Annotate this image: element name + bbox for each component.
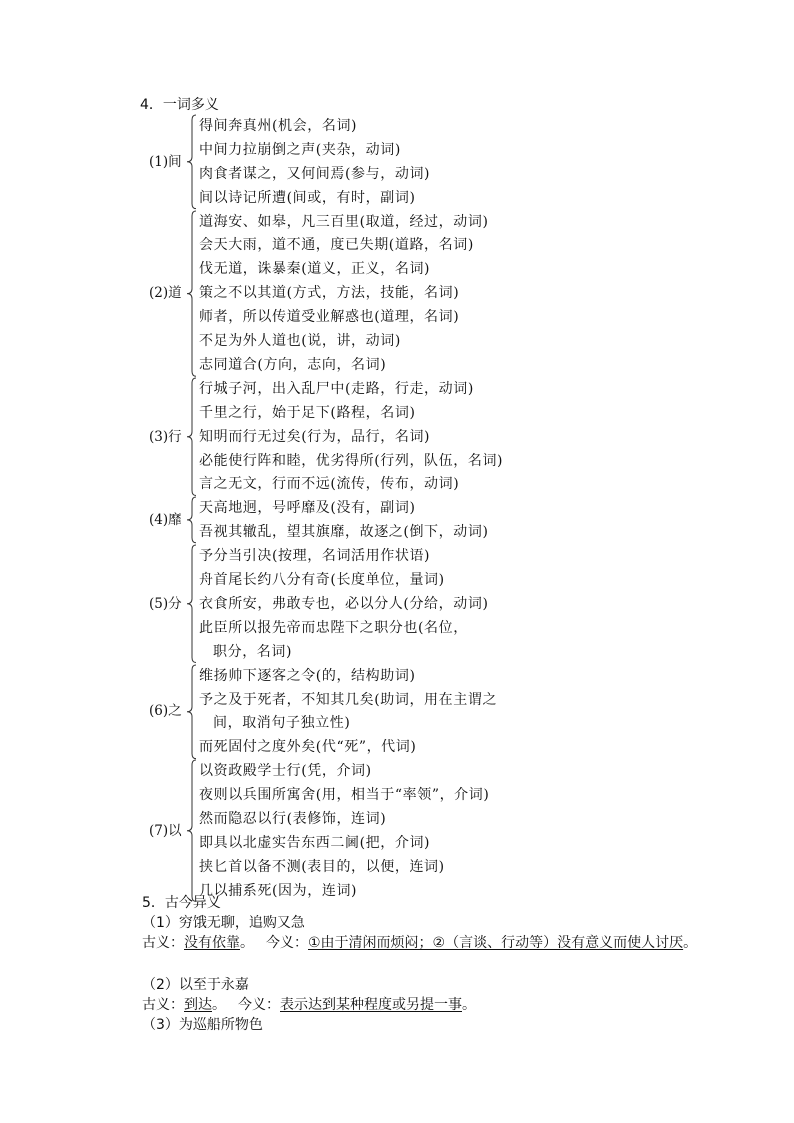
brace-icon: [186, 544, 198, 664]
brace-icon: [186, 377, 198, 497]
brace-icon: [186, 664, 198, 760]
entry-text: 以资政殿学士行(凭，介词): [199, 763, 372, 780]
meaning-entry: [199, 306, 459, 330]
meaning-entry: [199, 187, 416, 211]
entry-text: 行城子河，出入乱尸中(走路，行走，动词): [199, 380, 474, 397]
item-1-title: （1）穷饿无聊，追购又急: [142, 915, 305, 931]
entry-text: 得间奔真州(机会，名词): [199, 118, 358, 134]
entry-text: 然而隐忍以行(表修饰，连词): [199, 811, 387, 828]
entry-text: 予之及于死者，不知其几矣(助词，用在主谓之: [199, 691, 498, 708]
meaning-entry: [199, 784, 489, 808]
meaning-entry: [199, 115, 357, 139]
entry-text-continued: 间，取消句子独立性): [213, 715, 351, 732]
meaning-entry: [199, 282, 459, 306]
entry-text: 此臣所以报先帝而忠陛下之职分也(名位，: [199, 619, 468, 636]
ancient-meaning-value: 到达: [184, 997, 212, 1013]
meaning-entry: [199, 163, 430, 187]
item-1-meanings: [111, 933, 711, 953]
meaning-entry: [199, 234, 474, 258]
entry-text: 维扬帅下逐客之令(的，结构助词): [199, 667, 416, 684]
modern-meaning-value: 表示达到某种程度或另提一事: [280, 997, 462, 1013]
entry-text: 知明而行无过矣(行为，品行，名词): [199, 428, 431, 445]
entry-text: 而死固付之度外矣(代“死”，代词): [199, 739, 417, 756]
entry-text: 挟匕首以备不测(表目的，以便，连词): [199, 858, 445, 875]
item-3: [142, 1015, 263, 1035]
meaning-entry: [199, 760, 372, 784]
meaning-entry: [199, 569, 445, 593]
meaning-entry: [199, 593, 489, 617]
entry-text: 即具以北虚实告东西二阃(把，介词): [199, 834, 431, 851]
group-label: (3)行: [149, 428, 182, 445]
meaning-entry: [199, 402, 416, 426]
entry-text: 师者，所以传道受业解惑也(道理，名词): [199, 309, 460, 326]
meaning-entry: [199, 258, 430, 282]
brace-icon: [186, 210, 198, 377]
item-2-meanings: [142, 995, 476, 1015]
meaning-entry: [199, 211, 489, 235]
entry-text: 伐无道，诛暴秦(道义，正义，名词): [199, 261, 431, 278]
meaning-entry: [199, 354, 386, 378]
meaning-entry: [199, 378, 474, 402]
ancient-meaning-label: 古义：: [142, 997, 184, 1013]
entry-text: 予分当引决(按理，名词活用作状语): [199, 548, 431, 565]
entry-text: 必能使行阵和睦，优劣得所(行列，队伍，名词): [199, 452, 504, 469]
meaning-entry: [199, 330, 401, 354]
section-5: [142, 893, 305, 933]
meaning-entry: [199, 139, 401, 163]
entry-text: 几以捕系死(因为，连词): [199, 882, 358, 899]
section-5-heading: 5．古今异义: [142, 895, 221, 911]
meaning-entry: [199, 808, 386, 832]
punct: 。: [212, 997, 226, 1013]
meaning-entry: [199, 617, 468, 665]
section-4-heading: 4．一词多义: [140, 97, 219, 113]
entry-text: 吾视其辙乱，望其旗靡，故逐之(倒下，动词): [199, 524, 489, 541]
item-2: [142, 975, 249, 995]
modern-meaning-value: ①由于清闲而烦闷；②（言谈、行动等）没有意义而使人讨厌: [308, 935, 684, 951]
meaning-entry: [199, 545, 430, 569]
meaning-entry: [199, 521, 489, 545]
meaning-entry: [199, 856, 445, 880]
punct: 。: [240, 935, 254, 951]
ancient-meaning-label: 古义：: [142, 935, 184, 951]
punct: 。: [683, 935, 698, 951]
ancient-meaning-value: 没有依靠: [184, 935, 240, 951]
group-label: (6)之: [149, 703, 182, 720]
group-label: (2)道: [149, 285, 182, 302]
entry-text: 志同道合(方向，志向，名词): [199, 356, 387, 373]
modern-meaning-label: 今义：: [266, 935, 308, 951]
brace-icon: [186, 759, 198, 902]
item-3-title: （3）为巡船所物色: [142, 1017, 263, 1033]
item-2-title: （2）以至于永嘉: [142, 977, 249, 993]
meaning-entry: [199, 689, 497, 737]
meaning-entry: [199, 426, 430, 450]
entry-text: 策之不以其道(方式，方法，技能，名词): [199, 285, 460, 302]
meaning-entry: [199, 497, 416, 521]
entry-text: 中间力拉崩倒之声(夹杂，动词): [199, 141, 401, 158]
entry-text: 肉食者谋之，又何间焉(参与，动词): [199, 165, 431, 182]
group-label: (1)间: [149, 153, 182, 170]
entry-text: 衣食所安，弗敢专也，必以分人(分给，动词): [199, 595, 489, 612]
meaning-entry: [199, 450, 503, 474]
group-label: (7)以: [149, 822, 182, 839]
entry-text: 会天大雨，道不通，度已失期(道路，名词): [199, 237, 474, 254]
modern-meaning-label: 今义：: [238, 997, 280, 1013]
brace-icon: [186, 114, 198, 210]
entry-text: 天高地迥，号呼靡及(没有，副词): [199, 500, 416, 517]
entry-text-continued: 职分，名词): [213, 643, 293, 660]
group-label: (4)靡: [149, 512, 182, 529]
meaning-entry: [199, 473, 459, 497]
entry-text: 不足为外人道也(说，讲，动词): [199, 333, 401, 350]
brace-icon: [186, 496, 198, 544]
entry-text: 舟首尾长约八分有奇(长度单位，量词): [199, 572, 445, 589]
group-label: (5)分: [149, 595, 182, 612]
entry-text: 夜则以兵围所寓舍(用，相当于“率领”，介词): [199, 787, 490, 804]
meaning-entry: [199, 665, 416, 689]
meaning-entry: [199, 832, 430, 856]
entry-text: 道海安、如皋，凡三百里(取道，经过，动词): [199, 213, 489, 230]
punct: 。: [462, 997, 476, 1013]
entry-text: 间以诗记所遭(间或，有时，副词): [199, 189, 416, 206]
entry-text: 千里之行，始于足下(路程，名词): [199, 404, 416, 421]
meaning-entry: [199, 736, 416, 760]
entry-text: 言之无文，行而不远(流传，传布，动词): [199, 476, 460, 493]
